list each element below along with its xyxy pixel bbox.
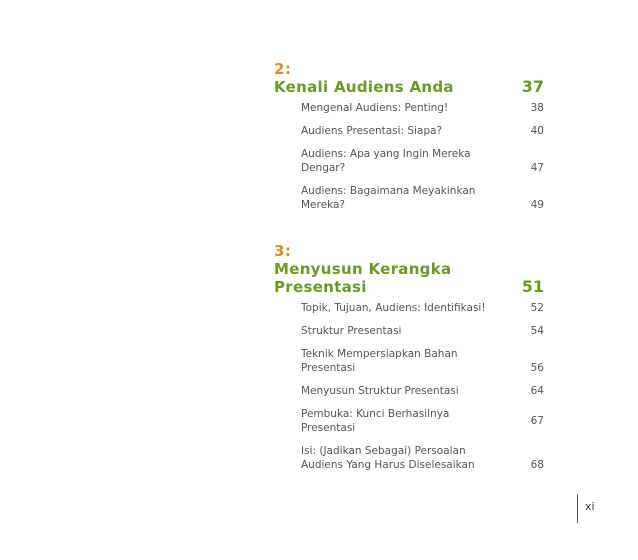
- chapter-number: 3:: [274, 242, 292, 260]
- toc-entry-page: 47: [530, 162, 544, 174]
- toc-entry-page: 68: [530, 459, 544, 471]
- toc-entry: [274, 301, 544, 315]
- chapter-title: Menyusun Kerangka Presentasi: [274, 260, 452, 296]
- toc-entry-page: 54: [530, 325, 544, 337]
- chapter-title: Kenali Audiens Anda: [274, 78, 454, 96]
- toc-entry: [274, 407, 544, 435]
- toc-entry-title: Topik, Tujuan, Audiens: Identifikasi!: [301, 302, 486, 314]
- toc-entry: [274, 124, 544, 138]
- chapter-2: [274, 61, 544, 212]
- toc-entry-title: Struktur Presentasi: [301, 325, 402, 337]
- chapter-page: 37: [521, 77, 544, 96]
- toc-entry-page: 56: [530, 362, 544, 374]
- toc-entry-title: Mengenal Audiens: Penting!: [301, 102, 449, 114]
- toc-entry: [274, 184, 544, 212]
- chapter-3: [274, 243, 544, 472]
- chapter-entries: [274, 101, 544, 212]
- table-of-contents: [274, 61, 544, 481]
- toc-entry-title: Audiens: Bagaimana Meyakinkan Mereka?: [301, 185, 476, 211]
- page-number: xi: [585, 500, 595, 513]
- folio-divider: [577, 494, 578, 523]
- toc-entry-title: Isi: (Jadikan Sebagai) Persoalan Audiens Yang Harus Diselesaikan: [301, 445, 475, 471]
- chapter-heading: [274, 78, 544, 96]
- toc-entry-title: Audiens: Apa yang Ingin Mereka Dengar?: [301, 148, 471, 174]
- toc-entry: [274, 384, 544, 398]
- toc-entry-page: 40: [530, 125, 544, 137]
- toc-entry: [274, 101, 544, 115]
- chapter-entries: [274, 301, 544, 472]
- toc-entry-title: Audiens Presentasi: Siapa?: [301, 125, 443, 137]
- toc-entry: [274, 444, 544, 472]
- toc-entry: [274, 347, 544, 375]
- toc-entry-title: Teknik Mempersiapkan Bahan Presentasi: [301, 348, 458, 374]
- toc-entry-page: 67: [530, 415, 544, 427]
- toc-entry-page: 52: [530, 302, 544, 314]
- toc-entry-page: 49: [530, 199, 544, 211]
- toc-entry: [274, 147, 544, 175]
- chapter-page: 51: [521, 277, 544, 296]
- toc-entry-title: Pembuka: Kunci Berhasilnya Presentasi: [301, 408, 450, 434]
- chapter-heading: [274, 260, 544, 296]
- chapter-number: 2:: [274, 60, 292, 78]
- toc-entry-title: Menyusun Struktur Presentasi: [301, 385, 459, 397]
- toc-entry-page: 38: [530, 102, 544, 114]
- toc-entry-page: 64: [530, 385, 544, 397]
- toc-entry: [274, 324, 544, 338]
